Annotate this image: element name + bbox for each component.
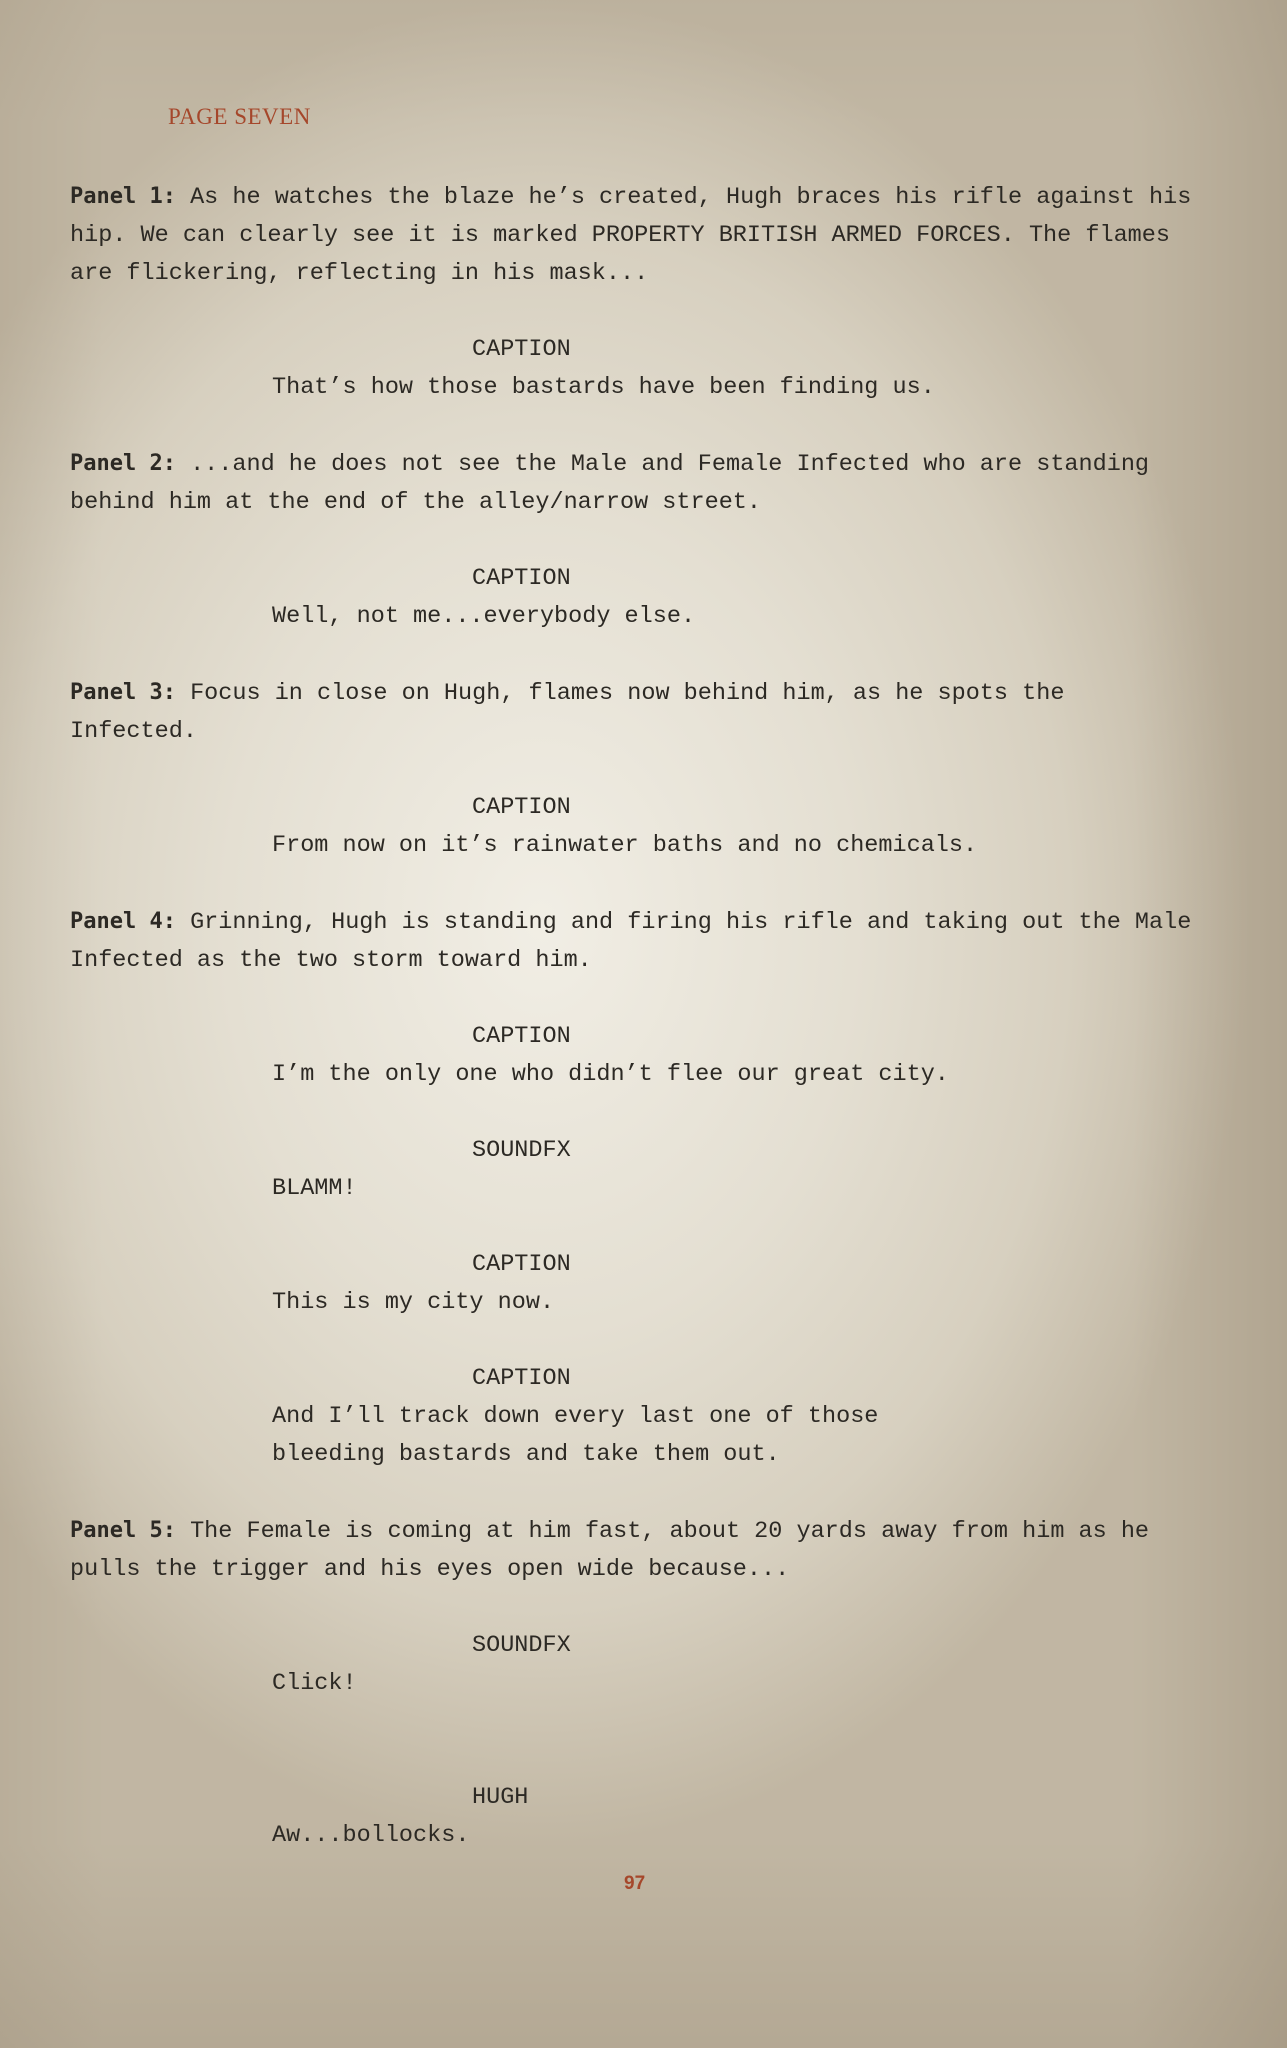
speaker-name: SOUNDFX — [472, 1632, 571, 1659]
panel-text: The Female is coming at him fast, about 20 yards away from him as he pulls the trigger and his eyes open wide because... — [70, 1518, 1150, 1583]
dialog-line: That’s how those bastards have been finding us. — [272, 374, 935, 401]
dialog-block — [70, 1627, 1200, 1703]
speaker-name: SOUNDFX — [472, 1137, 571, 1164]
panel-text: Focus in close on Hugh, flames now behind him, as he spots the Infected. — [70, 680, 1065, 745]
dialog-line: BLAMM! — [272, 1175, 357, 1202]
speaker-name: CAPTION — [472, 794, 571, 821]
panel-description — [70, 674, 1200, 751]
panel-text: As he watches the blaze he’s created, Hugh braces his rifle against his hip. We can clearly see it is marked PROPERTY BRITISH ARMED FORCES. The flames are flickering, reflecting in his mask... — [70, 184, 1192, 287]
script-body — [70, 178, 1200, 1893]
panel-label: Panel 4: — [70, 909, 176, 934]
dialog-block — [70, 331, 1200, 407]
dialog-line: This is my city now. — [272, 1289, 555, 1316]
panel-text: ...and he does not see the Male and Female Infected who are standing behind him at the end of the alley/narrow street. — [70, 451, 1150, 516]
speaker-name: CAPTION — [472, 1023, 571, 1050]
panel-text: Grinning, Hugh is standing and firing his rifle and taking out the Male Infected as the two storm toward him. — [70, 909, 1192, 974]
speaker-name: CAPTION — [472, 1365, 571, 1392]
panel-description — [70, 1512, 1200, 1589]
panel-description — [70, 445, 1200, 522]
dialog-block — [70, 1132, 1200, 1208]
panel-label: Panel 2: — [70, 451, 176, 476]
page-heading: PAGE SEVEN — [168, 104, 311, 129]
speaker-name: HUGH — [472, 1784, 529, 1811]
dialog-block — [70, 789, 1200, 865]
dialog-line: And I’ll track down every last one of those bleeding bastards and take them out. — [272, 1403, 879, 1468]
panel-label: Panel 3: — [70, 680, 176, 705]
dialog-block — [70, 1246, 1200, 1322]
speaker-name: CAPTION — [472, 1251, 571, 1278]
dialog-block — [70, 1779, 1200, 1855]
dialog-block — [70, 1360, 1200, 1474]
dialog-line: Well, not me...everybody else. — [272, 603, 696, 630]
panel-label: Panel 1: — [70, 184, 176, 209]
page-number: 97 — [624, 1873, 646, 1894]
dialog-line: I’m the only one who didn’t flee our great city. — [272, 1061, 949, 1088]
panel-description — [70, 903, 1200, 980]
dialog-block — [70, 1018, 1200, 1094]
speaker-name: CAPTION — [472, 565, 571, 592]
dialog-block — [70, 560, 1200, 636]
dialog-line: Click! — [272, 1670, 357, 1697]
dialog-line: Aw...bollocks. — [272, 1822, 470, 1849]
panel-label: Panel 5: — [70, 1518, 176, 1543]
speaker-name: CAPTION — [472, 336, 571, 363]
panel-description — [70, 178, 1200, 293]
dialog-line: From now on it’s rainwater baths and no chemicals. — [272, 832, 978, 859]
